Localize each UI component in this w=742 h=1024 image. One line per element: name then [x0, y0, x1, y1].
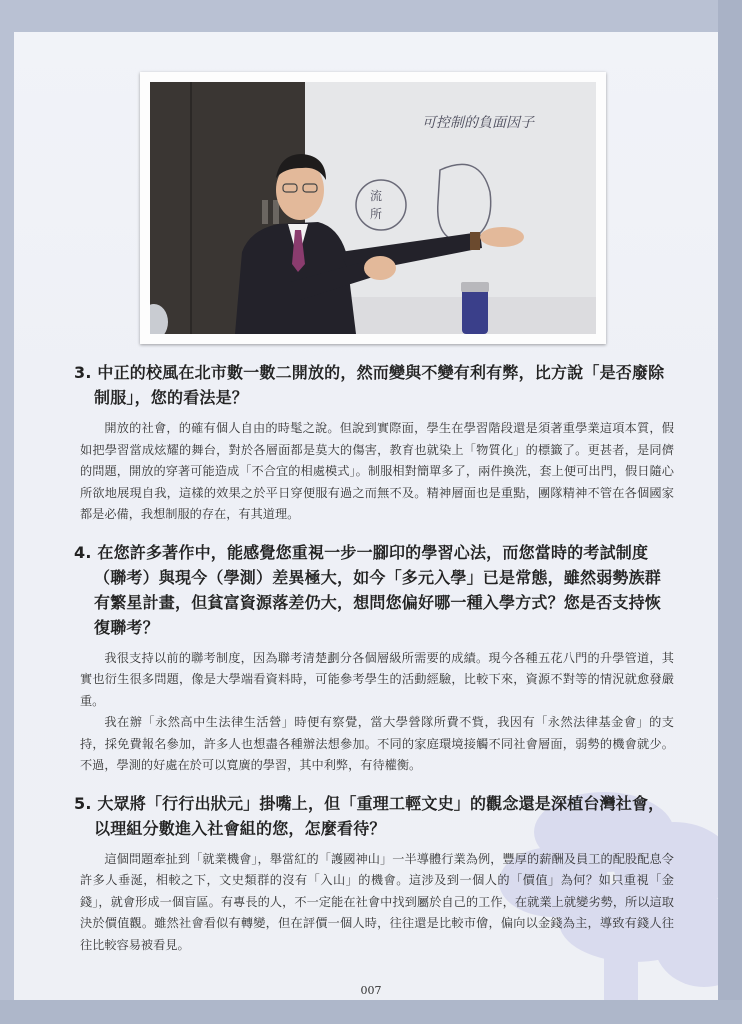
whiteboard-circle-label-top: 流: [370, 189, 383, 203]
answer-5-paragraph: 這個問題牽扯到「就業機會」，舉當紅的「護國神山」一半導體行業為例，豐厚的薪酬及員工的配股配息令許多人垂涎，相較之下，文史類群的沒有「入山」的機會。這涉及到一個人的「價值」為何？如只重視「金錢」，就會形成一個盲區。有專長的人，不一定能在社會中找到屬於自己的工作，在就業上就變劣勢，所以這取決於價值觀。雖然社會看似有轉變，但在評價一個人時，往往還是比較市儈，偏向以金錢為主，導致有錢人往往比較容易被看見。: [80, 851, 674, 952]
question-5: 5. 大眾將「行行出狀元」掛嘴上，但「重理工輕文史」的觀念還是深植台灣社會，以理組分數進入社會組的您，怎麼看待？: [74, 793, 665, 838]
qa-section-4: [74, 540, 674, 777]
page-number: 007: [360, 984, 382, 997]
whiteboard-circle-label-bottom: 所: [370, 207, 383, 221]
photo-frame: [140, 72, 606, 344]
scan-edge-right: [718, 0, 742, 1024]
article-body: [74, 360, 674, 956]
question-4: 4. 在您許多著作中，能感覺您重視一步一腳印的學習心法，而您當時的考試制度（聯考）與現今（學測）差異極大，如今「多元入學」已是常態，雖然弱勢族群有繁星計畫，但貧富資源落差仍大，想問您偏好哪一種入學方式？您是否支持恢復聯考？: [74, 542, 662, 637]
question-3: 3. 中正的校風在北市數一數二開放的，然而變與不變有利有弊，比方說「是否廢除制服」，您的看法是？: [74, 363, 665, 407]
scan-edge-bottom: [0, 1000, 742, 1024]
qa-section-3: [74, 360, 674, 526]
whiteboard-handwriting: 可控制的負面因子: [422, 115, 534, 131]
answer-4-paragraph-2: 我在辦「永然高中生法律生活營」時便有察覺，當大學營隊所費不貲，我因有「永然法律基金會」的支持，採免費報名參加，許多人也想盡各種辦法想參加。不同的家庭環境接觸不同社會層面，弱勢的機會就少。不過，學測的好處在於可以寬廣的學習，其中利弊，有待權衡。: [80, 715, 674, 772]
answer-3-paragraph: 開放的社會，的確有個人自由的時髦之說。但說到實際面，學生在學習階段還是須著重學業這項本質，假如把學習當成炫耀的舞台，對於各層面都是莫大的傷害，教育也就染上「物質化」的標籤了。更甚者，是同儕的問題，開放的穿著可能造成「不合宜的相處模式」。制服相對簡單多了，兩件換洗，套上便可出門，假日隨心所欲地展現自我，這樣的效果之於平日穿便服有過之而無不及。精神層面也是重點，團隊精神不管在各個國家都是必備，我想制服的存在，有其道理。: [80, 421, 674, 521]
qa-section-5: [74, 791, 674, 957]
speaker-photo: [150, 82, 596, 334]
answer-4-paragraph-1: 我很支持以前的聯考制度，因為聯考清楚劃分各個層級所需要的成績。現今各種五花八門的升學管道，其實也衍生很多問題，像是大學端看資料時，可能參考學生的活動經驗，比較下來，資源不對等的情況就愈發嚴重。: [80, 650, 674, 708]
